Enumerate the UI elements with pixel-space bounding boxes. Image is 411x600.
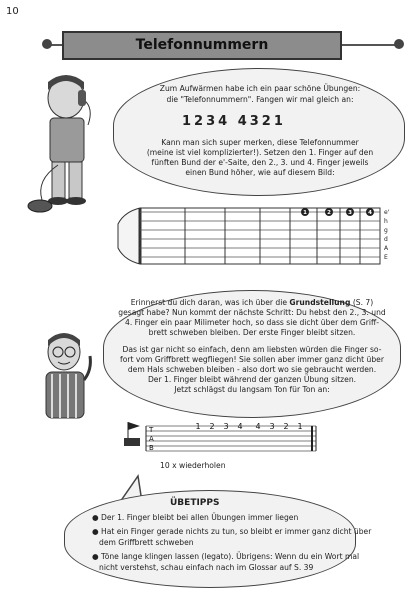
string-label: d (384, 236, 388, 243)
tab-label-a: A (149, 435, 154, 443)
grundstellung-line-2: gesagt habe? Nun kommt der nächste Schritt: Du hebst den 2., 3. und (118, 308, 386, 317)
finger-4-marker: 4 (368, 210, 372, 216)
flag-icon (128, 422, 140, 430)
grundstellung-line-7: dem Hals schweben bleiben - also dort wo sie gebraucht werden. (127, 365, 377, 374)
tip-item-1: ● Der 1. Finger bleibt bei allen Übungen immer liegen (92, 513, 299, 522)
intro-line-2: die "Telefonnummern". Fangen wir mal gleich an: (166, 95, 354, 104)
intro-line-6: einen Bund höher, wie auf diesem Bild: (185, 168, 335, 177)
tab-note: 1 (297, 422, 303, 431)
finger-3-marker: 3 (348, 210, 352, 216)
tab-label-b: B (149, 444, 154, 452)
grundstellung-line-9: Jetzt schlägst du langsam Ton für Ton an: (174, 385, 330, 394)
string-label: E (384, 254, 388, 261)
tip-item-2-cont: dem Griffbrett schweben (99, 538, 194, 547)
grundstellung-line-8: Der 1. Finger bleibt während der ganzen Übung sitzen. (147, 375, 357, 384)
grundstellung-line-6: fort vom Griffbrett wegfliegen! Sie sollen aber immer ganz dicht über (120, 355, 384, 364)
string-label: e' (384, 209, 390, 216)
page-title: Telefonnummern (135, 37, 269, 53)
tab-staff (120, 418, 320, 466)
intro-line-1: Zum Aufwärmen habe ich ein paar schöne Übungen: (159, 84, 361, 93)
intro-line-3: Kann man sich super merken, diese Telefonnummer (161, 138, 359, 147)
tip-item-3-cont: nicht verstehst, schau einfach nach im Glossar auf S. 39 (99, 563, 314, 572)
intro-line-4: (meine ist viel komplizierter!). Setzen den 1. Finger auf den (146, 148, 374, 157)
string-label: A (384, 245, 389, 252)
string-label: h (384, 218, 388, 225)
tip-item-2: ● Hat ein Finger gerade nichts zu tun, so bleibt er immer ganz dicht über (92, 527, 372, 536)
string-label: g (384, 227, 388, 234)
intro-line-5: fünften Bund der e'-Saite, den 2., 3. und 4. Finger jeweils (151, 158, 369, 167)
phone-numbers: 1234 4321 (182, 114, 286, 129)
tab-note: 3 (269, 422, 275, 431)
tip-item-3: ● Töne lange klingen lassen (legato). Übrigens: Wenn du ein Wort mal (92, 552, 360, 561)
fretboard-diagram (110, 200, 410, 272)
tab-note: 4 (255, 422, 261, 431)
tab-note: 1 (195, 422, 201, 431)
repeat-instruction: 10 x wiederholen (160, 461, 226, 470)
grundstellung-line-1: Erinnerst du dich daran, was ich über die Grundstellung (S. 7) (130, 298, 374, 307)
pole-knob-right (394, 39, 404, 49)
grundstellung-line-3: 4. Finger ein paar Milimeter hoch, so dass sie dicht über dem Griff- (124, 318, 380, 327)
page-number: 10 (6, 6, 19, 17)
tips-title: ÜBETIPPS (170, 498, 220, 508)
tab-note: 2 (283, 422, 289, 431)
finger-2-marker: 2 (327, 210, 331, 216)
tab-note: 2 (209, 422, 215, 431)
grundstellung-line-4: brett schweben bleiben. Der erste Finger bleibt sitzen. (148, 328, 356, 337)
tab-label-t: T (149, 426, 154, 434)
tab-note: 4 (237, 422, 243, 431)
finger-1-marker: 1 (303, 210, 307, 216)
pole-knob-left (42, 39, 52, 49)
tab-note: 3 (223, 422, 229, 431)
boy-with-phone-illustration (18, 70, 118, 220)
grundstellung-line-5: Das ist gar nicht so einfach, denn am liebsten würden die Finger so- (122, 345, 382, 354)
boy-with-glasses-illustration (30, 330, 102, 430)
